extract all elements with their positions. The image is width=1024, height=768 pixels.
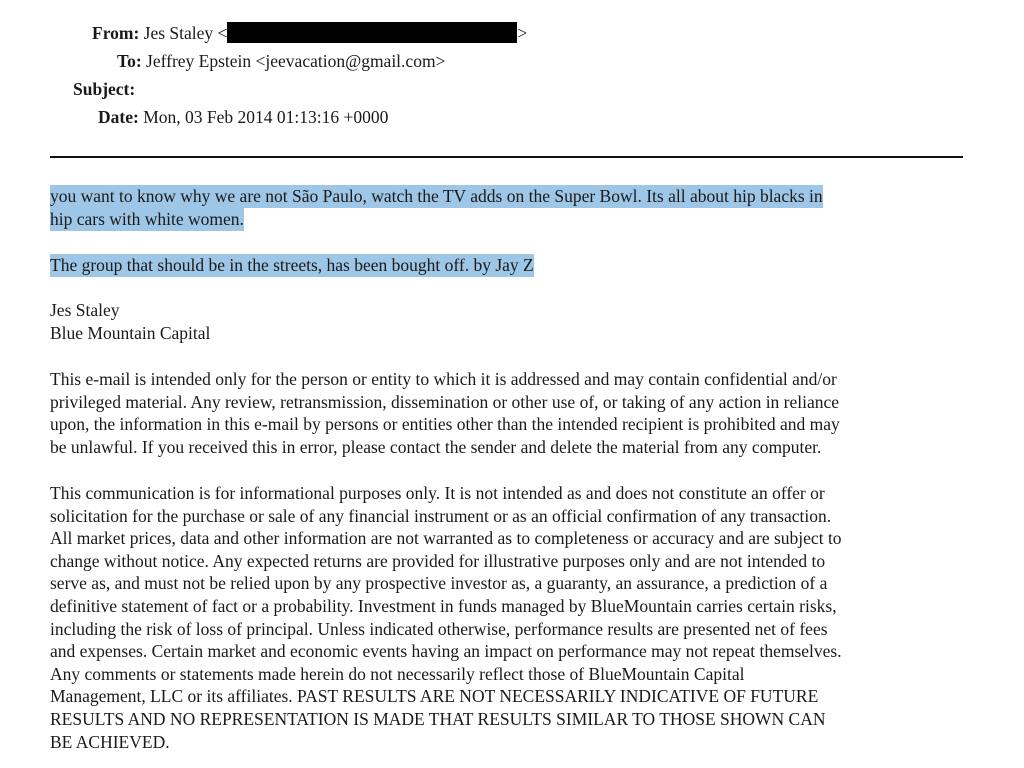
disclaimer-line: RESULTS AND NO REPRESENTATION IS MADE THAT RESULTS SIMILAR TO THOSE SHOWN CAN <box>50 708 826 729</box>
highlighted-text: hip cars with white women. <box>50 208 244 229</box>
message-line-1a <box>50 185 975 208</box>
disclaimer-informational <box>50 482 975 753</box>
from-suffix: > <box>517 23 528 43</box>
disclaimer-line: and expenses. Certain market and economic events having an impact on performance may not repeat themselves. <box>50 641 842 662</box>
message-body-2 <box>50 254 975 277</box>
disclaimer-line: This communication is for informational purposes only. It is not intended as and does not constitute an offer or <box>50 483 825 503</box>
disclaimer-line: serve as, and must not be relied upon by any prospective investor as, a guaranty, an assurance, a prediction of a <box>50 573 828 594</box>
message-body <box>50 185 975 230</box>
date-row <box>98 106 388 128</box>
disclaimer-line: solicitation for the purchase or sale of any financial instrument or as an official confirmation of any transaction. <box>50 505 832 526</box>
disclaimer-line: All market prices, data and other information are not warranted as to completeness or accuracy and are subject to <box>50 528 842 549</box>
disclaimer-line: change without notice. Any expected returns are provided for illustrative purposes only and are not intended to <box>50 550 826 571</box>
from-label: From: <box>92 23 140 43</box>
signature-company: Blue Mountain Capital <box>50 322 211 343</box>
to-row <box>117 50 445 72</box>
disclaimer-line: be unlawful. If you received this in error, please contact the sender and delete the material from any computer. <box>50 436 822 457</box>
from-value: Jes Staley < <box>143 23 228 43</box>
disclaimer-line: This e-mail is intended only for the person or entity to which it is addressed and may contain confidential and/or <box>50 369 837 389</box>
highlighted-text: The group that should be in the streets, has been bought off. by Jay Z <box>50 255 534 275</box>
to-label: To: <box>117 51 142 71</box>
message-line-2 <box>50 254 975 277</box>
subject-row <box>73 78 135 100</box>
redaction-bar <box>227 22 517 43</box>
date-value: Mon, 03 Feb 2014 01:13:16 +0000 <box>143 107 389 127</box>
signature <box>50 299 975 344</box>
disclaimer-line: definitive statement of fact or a probability. Investment in funds managed by BlueMountain carries certain risks, <box>50 595 837 616</box>
disclaimer-line: BE ACHIEVED. <box>50 731 170 752</box>
date-label: Date: <box>98 107 139 127</box>
to-value: Jeffrey Epstein <jeevacation@gmail.com> <box>146 51 446 71</box>
disclaimer-line: including the risk of loss of principal. Unless indicated otherwise, performance results are presented net of fees <box>50 618 828 639</box>
message-line-1b <box>50 208 975 231</box>
header-divider <box>50 156 963 158</box>
subject-label: Subject: <box>73 79 136 99</box>
disclaimer-line: privileged material. Any review, retransmission, dissemination or other use of, or taking of any action in reliance <box>50 391 840 412</box>
disclaimer-line: upon, the information in this e-mail by persons or entities other than the intended recipient is prohibited and may <box>50 414 840 435</box>
signature-name: Jes Staley <box>50 300 120 320</box>
disclaimer-confidentiality <box>50 368 975 458</box>
highlighted-text: you want to know why we are not São Paulo, watch the TV adds on the Super Bowl. Its all about hip blacks in <box>50 186 823 206</box>
from-row <box>92 22 527 44</box>
disclaimer-line: Any comments or statements made herein do not necessarily reflect those of BlueMountain Capital <box>50 663 745 684</box>
disclaimer-line: Management, LLC or its affiliates. PAST RESULTS ARE NOT NECESSARILY INDICATIVE OF FUTURE <box>50 686 819 707</box>
